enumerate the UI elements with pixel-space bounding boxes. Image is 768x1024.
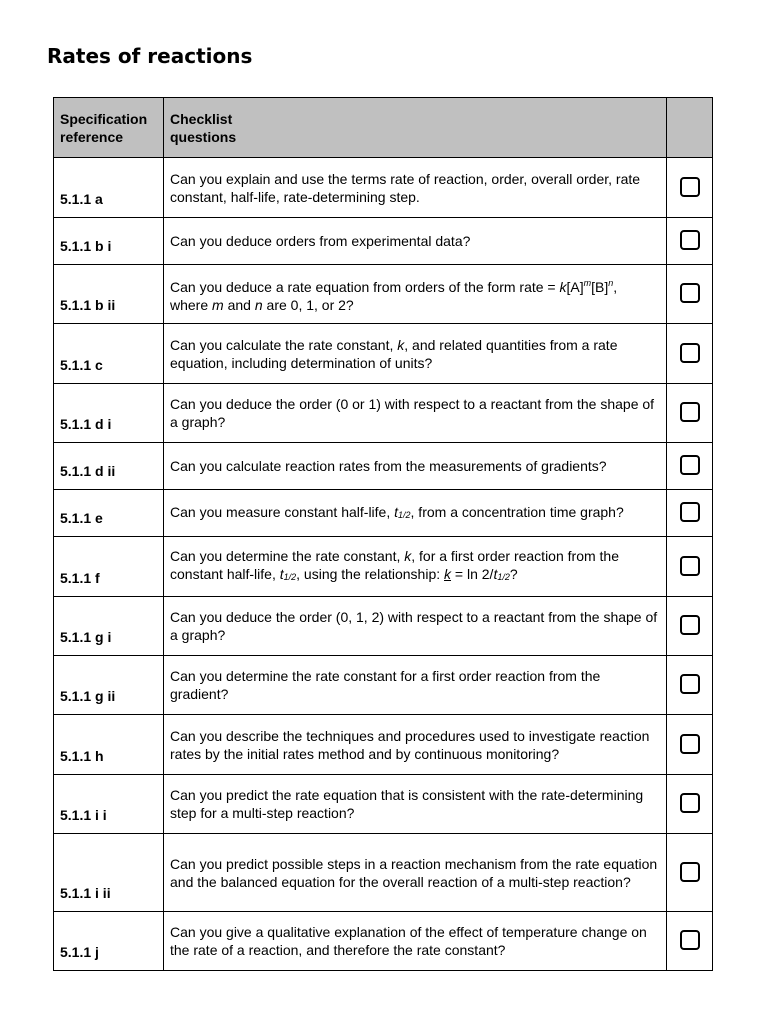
spec-reference: 5.1.1 i ii xyxy=(54,834,164,912)
table-row xyxy=(54,597,713,656)
question-text: [A] xyxy=(566,279,584,295)
checklist-question: Can you deduce the order (0 or 1) with respect to a reactant from the shape of a graph? xyxy=(164,384,667,443)
header-reference-line1: Specification xyxy=(60,111,148,127)
checklist-question xyxy=(164,537,667,597)
question-text: and xyxy=(223,297,255,313)
table-row xyxy=(54,158,713,218)
checkbox[interactable] xyxy=(680,402,700,422)
spec-reference: 5.1.1 j xyxy=(54,912,164,971)
math-exponent: n xyxy=(608,278,614,288)
checkbox[interactable] xyxy=(680,930,700,950)
checkbox[interactable] xyxy=(680,793,700,813)
math-symbol: m xyxy=(212,297,224,313)
checklist-question xyxy=(164,324,667,384)
math-symbol: k xyxy=(404,548,412,564)
question-text: are 0, 1, or 2? xyxy=(262,297,354,313)
checkbox[interactable] xyxy=(680,343,700,363)
checkbox[interactable] xyxy=(680,615,700,635)
table-row xyxy=(54,656,713,715)
table-row xyxy=(54,834,713,912)
checkbox[interactable] xyxy=(680,734,700,754)
table-row xyxy=(54,912,713,971)
spec-reference: 5.1.1 f xyxy=(54,537,164,597)
checkbox[interactable] xyxy=(680,862,700,882)
question-text: , xyxy=(613,279,618,295)
table-row xyxy=(54,265,713,324)
spec-reference: 5.1.1 e xyxy=(54,490,164,537)
math-symbol: k xyxy=(397,336,405,353)
question-text: Can you calculate the rate constant, xyxy=(170,336,398,353)
checklist-question: Can you calculate reaction rates from the measurements of gradients? xyxy=(164,443,667,490)
table-row xyxy=(54,218,713,265)
table-row xyxy=(54,324,713,384)
question-text: , using the relationship: xyxy=(296,566,445,582)
math-subscript: 1/2 xyxy=(283,572,297,582)
table-row xyxy=(54,537,713,597)
checklist-question: Can you predict possible steps in a reaction mechanism from the rate equation and the balanced equation for the overall reaction of a multi-step reaction? xyxy=(164,834,667,912)
checkbox[interactable] xyxy=(680,674,700,694)
checklist-question: Can you predict the rate equation that is consistent with the rate-determining step for a multi-step reaction? xyxy=(164,775,667,834)
math-symbol: k xyxy=(559,279,567,295)
checkbox[interactable] xyxy=(680,283,700,303)
page-title: Rates of reactions xyxy=(47,44,253,68)
checklist-question: Can you determine the rate constant for a first order reaction from the gradient? xyxy=(164,656,667,715)
question-text: = ln 2/ xyxy=(451,566,494,582)
checklist-question: Can you explain and use the terms rate of reaction, order, overall order, rate constant, half-life, rate-determining step. xyxy=(164,158,667,218)
header-reference xyxy=(54,98,164,158)
checklist-question: Can you give a qualitative explanation of the effect of temperature change on the rate of a reaction, and therefore the rate constant? xyxy=(164,912,667,971)
spec-reference: 5.1.1 i i xyxy=(54,775,164,834)
spec-reference: 5.1.1 c xyxy=(54,324,164,384)
header-row xyxy=(54,98,713,158)
checkbox[interactable] xyxy=(680,230,700,250)
math-symbol: t xyxy=(279,566,284,582)
math-subscript: 1/2 xyxy=(398,509,411,520)
table-row xyxy=(54,384,713,443)
table-row xyxy=(54,490,713,537)
question-text: Can you deduce a rate equation from orders of the form rate = xyxy=(170,279,560,295)
math-symbol: t xyxy=(493,566,498,582)
checklist-table xyxy=(53,97,713,971)
checkbox[interactable] xyxy=(680,556,700,576)
spec-reference: 5.1.1 g i xyxy=(54,597,164,656)
spec-reference: 5.1.1 b i xyxy=(54,218,164,265)
header-questions-line1: Checklist xyxy=(170,111,233,127)
header-reference-line2: reference xyxy=(60,129,124,145)
question-text: [B] xyxy=(591,279,609,295)
checkbox[interactable] xyxy=(680,177,700,197)
checkbox[interactable] xyxy=(680,502,700,522)
spec-reference: 5.1.1 h xyxy=(54,715,164,775)
math-symbol: n xyxy=(254,297,263,313)
math-exponent: m xyxy=(583,278,592,288)
header-questions-line2: questions xyxy=(170,129,237,145)
checklist-question xyxy=(164,490,667,537)
math-symbol: t xyxy=(394,503,399,520)
header-questions xyxy=(164,98,667,158)
math-symbol: k xyxy=(444,566,452,582)
checklist-question: Can you deduce the order (0, 1, 2) with respect to a reactant from the shape of a graph? xyxy=(164,597,667,656)
spec-reference: 5.1.1 d ii xyxy=(54,443,164,490)
question-text: ? xyxy=(509,566,518,582)
question-text: where xyxy=(170,297,213,313)
question-text: Can you determine the rate constant, xyxy=(170,548,405,564)
checkbox[interactable] xyxy=(680,455,700,475)
table-row xyxy=(54,775,713,834)
question-text: Can you measure constant half-life, xyxy=(170,503,395,520)
table-row xyxy=(54,715,713,775)
checklist-question: Can you describe the techniques and procedures used to investigate reaction rates by the initial rates method and by continuous monitoring? xyxy=(164,715,667,775)
spec-reference: 5.1.1 b ii xyxy=(54,265,164,324)
header-checkbox-column xyxy=(667,98,713,158)
spec-reference: 5.1.1 d i xyxy=(54,384,164,443)
question-text: , from a concentration time graph? xyxy=(410,503,624,520)
spec-reference: 5.1.1 a xyxy=(54,158,164,218)
table-row xyxy=(54,443,713,490)
checklist-question xyxy=(164,265,667,324)
question-text: , and related quantities from a rate equation, including determination of units? xyxy=(170,336,618,371)
spec-reference: 5.1.1 g ii xyxy=(54,656,164,715)
question-text: , for a first order reaction from the constant half-life, xyxy=(170,548,619,582)
math-subscript: 1/2 xyxy=(497,572,510,582)
checklist-question: Can you deduce orders from experimental data? xyxy=(164,218,667,265)
